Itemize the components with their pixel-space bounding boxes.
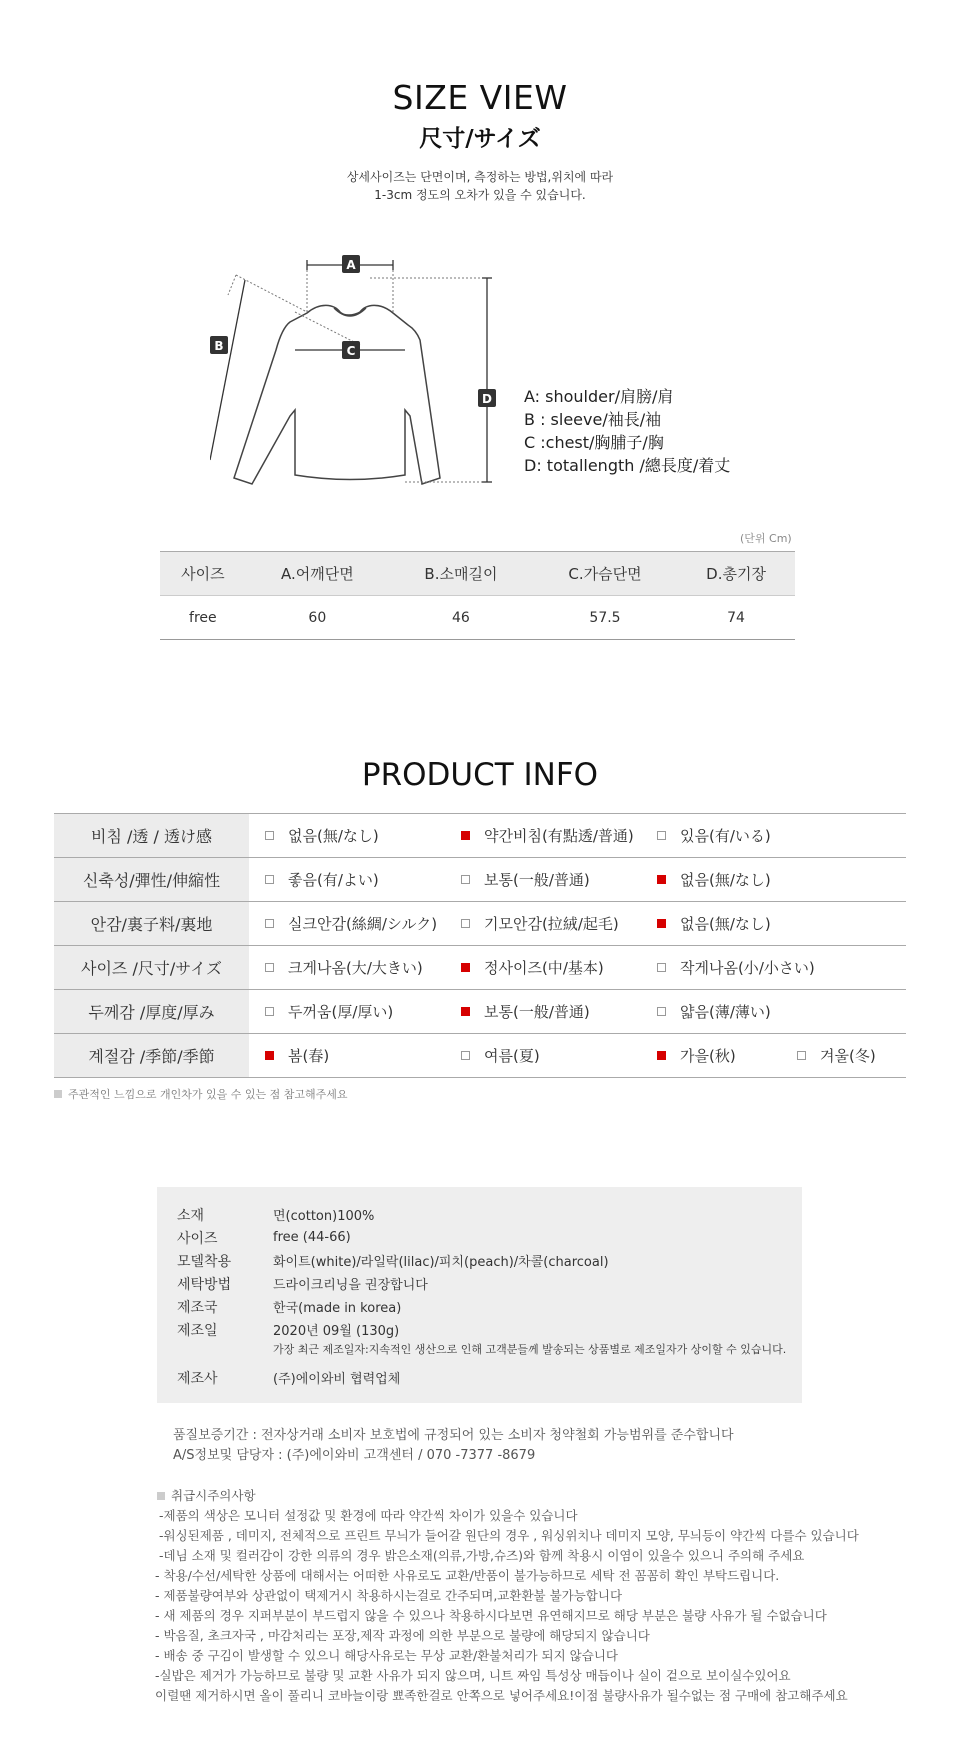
spec-label: 제조국: [177, 1299, 218, 1316]
spec-value: 드라이크리닝을 권장합니다: [273, 1278, 428, 1293]
option: [445, 902, 641, 946]
info-row-thickness: [54, 990, 906, 1034]
legend-c: C :chest/胸脯子/胸: [524, 433, 664, 452]
option-text: 기모안감(拉絨/起毛): [484, 915, 619, 933]
spec-value: 한국(made in korea): [273, 1301, 402, 1316]
spec-row-maker: [177, 1366, 802, 1389]
size-note-line2: 1-3cm 정도의 오차가 있을 수 있습니다.: [374, 188, 586, 202]
checkbox-icon: [265, 875, 274, 884]
option: [445, 858, 641, 902]
care-line: -제품의 색상은 모니터 설정값 및 환경에 따라 약간씩 차이가 있을수 있습니다: [159, 1508, 578, 1523]
option-text: 크게나옴(大/大きい): [288, 959, 423, 977]
checkbox-checked-icon: [265, 1051, 274, 1060]
info-row-transparency: [54, 814, 906, 858]
option-text: 보통(一般/普通): [484, 871, 590, 889]
option: [641, 946, 906, 990]
spec-label: 소재: [177, 1207, 205, 1224]
checkbox-checked-icon: [461, 1007, 470, 1016]
care-line: -워싱된제품 , 데미지, 전체적으로 프린트 무늬가 들어갈 원단의 경우 , 워싱위치나 데미지 모양, 무늬등이 약간씩 다를수 있습니다: [159, 1528, 859, 1543]
option: [641, 814, 906, 858]
size-view-subtitle: 尺寸/サイズ: [419, 126, 541, 152]
product-info-table: [54, 813, 906, 1078]
checkbox-icon: [797, 1051, 806, 1060]
marker-b-label: B: [214, 339, 224, 353]
bullet-square-icon: [54, 1090, 62, 1098]
spec-label: 제조사: [177, 1370, 218, 1387]
care-heading-text: 취급시주의사항: [171, 1488, 256, 1503]
spec-row-material: [177, 1203, 802, 1226]
table-row: [160, 596, 795, 640]
spec-value: 면(cotton)100%: [273, 1209, 375, 1224]
option-text: 봄(春): [288, 1047, 330, 1065]
size-view-title: SIZE VIEW: [392, 78, 568, 117]
care-line: -데님 소재 및 컬러감이 강한 의류의 경우 밝은소재(의류,가방,슈즈)와 함께 착용시 이염이 있을수 있으니 주의해 주세요: [159, 1548, 805, 1563]
header-cell: 사이즈: [160, 552, 246, 596]
row-label: 신축성/彈性/伸縮性: [54, 858, 249, 902]
spec-row-washing: [177, 1272, 802, 1295]
spec-value: free (44-66): [273, 1230, 351, 1245]
option: [641, 902, 906, 946]
care-line: - 배송 중 구김이 발생할 수 있으니 해당사유로는 무상 교환/환불처리가 되지 않습니다: [155, 1648, 618, 1663]
as-info: A/S정보및 담당자 : (주)에이와비 고객센터 / 070 -7377 -8679: [173, 1448, 536, 1463]
marker-d-label: D: [482, 392, 492, 406]
table-cell: 57.5: [533, 596, 677, 640]
option-text: 없음(無/なし): [680, 915, 771, 933]
option: [445, 814, 641, 858]
option: [641, 858, 906, 902]
option-text: 보통(一般/普通): [484, 1003, 590, 1021]
checkbox-icon: [265, 963, 274, 972]
checkbox-icon: [461, 919, 470, 928]
row-label: 계절감 /季節/季節: [54, 1034, 249, 1078]
legend-a: A: shoulder/肩膀/肩: [524, 387, 674, 406]
header-cell: C.가슴단면: [533, 552, 677, 596]
table-cell: 74: [677, 596, 795, 640]
spec-row-size: [177, 1226, 802, 1249]
option: [249, 902, 445, 946]
info-row-season: [54, 1034, 906, 1078]
checkbox-icon: [657, 831, 666, 840]
spec-row-date: [177, 1318, 802, 1341]
checkbox-icon: [657, 1007, 666, 1016]
info-row-lining: [54, 902, 906, 946]
checkbox-icon: [265, 1007, 274, 1016]
legend-b: B : sleeve/袖長/袖: [524, 410, 662, 429]
checkbox-icon: [461, 875, 470, 884]
sweater-outline-icon: [234, 305, 440, 484]
checkbox-icon: [461, 1051, 470, 1060]
row-label: 사이즈 /尺寸/サイズ: [54, 946, 249, 990]
size-table: [160, 551, 795, 640]
table-cell: 46: [389, 596, 533, 640]
option-text: 정사이즈(中/基本): [484, 959, 604, 977]
spec-date-note: 가장 최근 제조일자:지속적인 생산으로 인해 고객분들께 발송되는 상품별로 제조일자가 상이할 수 있습니다.: [273, 1343, 787, 1356]
care-line: 이럴땐 제거하시면 올이 풀리니 코바늘이랑 뾰족한걸로 안쪽으로 넣어주세요!이점 불량사유가 될수없는 점 구매에 참고해주세요: [155, 1688, 848, 1703]
option: [445, 1034, 641, 1078]
option: [249, 1034, 445, 1078]
spec-row-model-wear: [177, 1249, 802, 1272]
checkbox-checked-icon: [657, 919, 666, 928]
care-line: - 제품불량여부와 상관없이 택제거시 착용하시는걸로 간주되며,교환환불 불가능합니다: [155, 1588, 623, 1603]
option-text: 두꺼움(厚/厚い): [288, 1003, 394, 1021]
table-cell: free: [160, 596, 246, 640]
checkbox-checked-icon: [461, 831, 470, 840]
note-text: 주관적인 느낌으로 개인차가 있을 수 있는 점 참고해주세요: [68, 1088, 348, 1101]
option-text: 약간비침(有點透/普通): [484, 827, 634, 845]
size-table-header: [160, 552, 795, 596]
row-label: 비침 /透 / 透け感: [54, 814, 249, 858]
option-text: 좋음(有/よい): [288, 871, 379, 889]
spec-label: 사이즈: [177, 1230, 218, 1247]
row-label: 안감/裏子料/裏地: [54, 902, 249, 946]
option: [249, 990, 445, 1034]
option: [641, 990, 906, 1034]
spec-row-country: [177, 1295, 802, 1318]
care-line: - 새 제품의 경우 지퍼부분이 부드럽지 않을 수 있으나 착용하시다보면 유연해지므로 해당 부분은 불량 사유가 될 수없습니다: [155, 1608, 827, 1623]
header-cell: D.총기장: [677, 552, 795, 596]
care-heading: [157, 1486, 256, 1504]
option-text: 실크안감(絲綢/シルク): [288, 915, 438, 933]
option: [249, 814, 445, 858]
spec-value: (주)에이와비 협력업체: [273, 1372, 401, 1387]
spec-box: [157, 1187, 802, 1403]
option-text: 가을(秋): [680, 1047, 736, 1065]
option: [445, 990, 641, 1034]
marker-c-label: C: [346, 344, 356, 358]
header-cell: B.소매길이: [389, 552, 533, 596]
bullet-square-icon: [157, 1492, 165, 1500]
checkbox-checked-icon: [657, 875, 666, 884]
option-text: 없음(無/なし): [288, 827, 379, 845]
spec-value: 2020년 09월 (130g): [273, 1324, 400, 1339]
option: [445, 946, 641, 990]
row-label: 두께감 /厚度/厚み: [54, 990, 249, 1034]
garment-measurement-diagram: [210, 240, 520, 500]
checkbox-checked-icon: [461, 963, 470, 972]
care-line: -실밥은 제거가 가능하므로 불량 및 교환 사유가 되지 않으며, 니트 짜임 특성상 매듭이나 실이 겉으로 보이실수있어요: [155, 1668, 791, 1683]
marker-a-label: A: [346, 258, 356, 272]
option: [249, 946, 445, 990]
spec-value: 화이트(white)/라일락(lilac)/피치(peach)/차콜(charcoal): [273, 1255, 609, 1270]
care-line: - 박음질, 초크자국 , 마감처리는 포장,제작 과정에 의한 부분으로 불량에 해당되지 않습니다: [155, 1628, 650, 1643]
option-text: 겨울(冬): [820, 1047, 876, 1065]
unit-label: (단위 Cm): [740, 532, 792, 545]
option-text: 여름(夏): [484, 1047, 540, 1065]
legend-d: D: totallength /總長度/着丈: [524, 456, 731, 475]
info-row-fit: [54, 946, 906, 990]
spec-label: 세탁방법: [177, 1276, 232, 1293]
option: [249, 858, 445, 902]
header-cell: A.어깨단면: [246, 552, 389, 596]
table-cell: 60: [246, 596, 389, 640]
option-text: 없음(無/なし): [680, 871, 771, 889]
option: [781, 1034, 906, 1078]
product-info-title: PRODUCT INFO: [361, 757, 599, 793]
care-line: - 착용/수선/세탁한 상품에 대해서는 어떠한 사유로도 교환/반품이 불가능하므로 세탁 전 꼼꼼히 확인 부탁드립니다.: [155, 1568, 780, 1583]
spec-label: 제조일: [177, 1322, 218, 1339]
option-text: 있음(有/いる): [680, 827, 771, 845]
checkbox-icon: [265, 919, 274, 928]
checkbox-icon: [265, 831, 274, 840]
option: [641, 1034, 781, 1078]
info-row-elasticity: [54, 858, 906, 902]
product-info-note: [54, 1086, 348, 1102]
spec-label: 모델착용: [177, 1253, 232, 1270]
checkbox-icon: [657, 963, 666, 972]
option-text: 얇음(薄/薄い): [680, 1003, 771, 1021]
guarantee-period: 품질보증기간 : 전자상거래 소비자 보호법에 규정되어 있는 소비자 청약철회 가능범위를 준수합니다: [173, 1428, 734, 1443]
size-note-line1: 상세사이즈는 단면이며, 측정하는 방법,위치에 따라: [346, 170, 614, 184]
checkbox-checked-icon: [657, 1051, 666, 1060]
option-text: 작게나옴(小/小さい): [680, 959, 815, 977]
